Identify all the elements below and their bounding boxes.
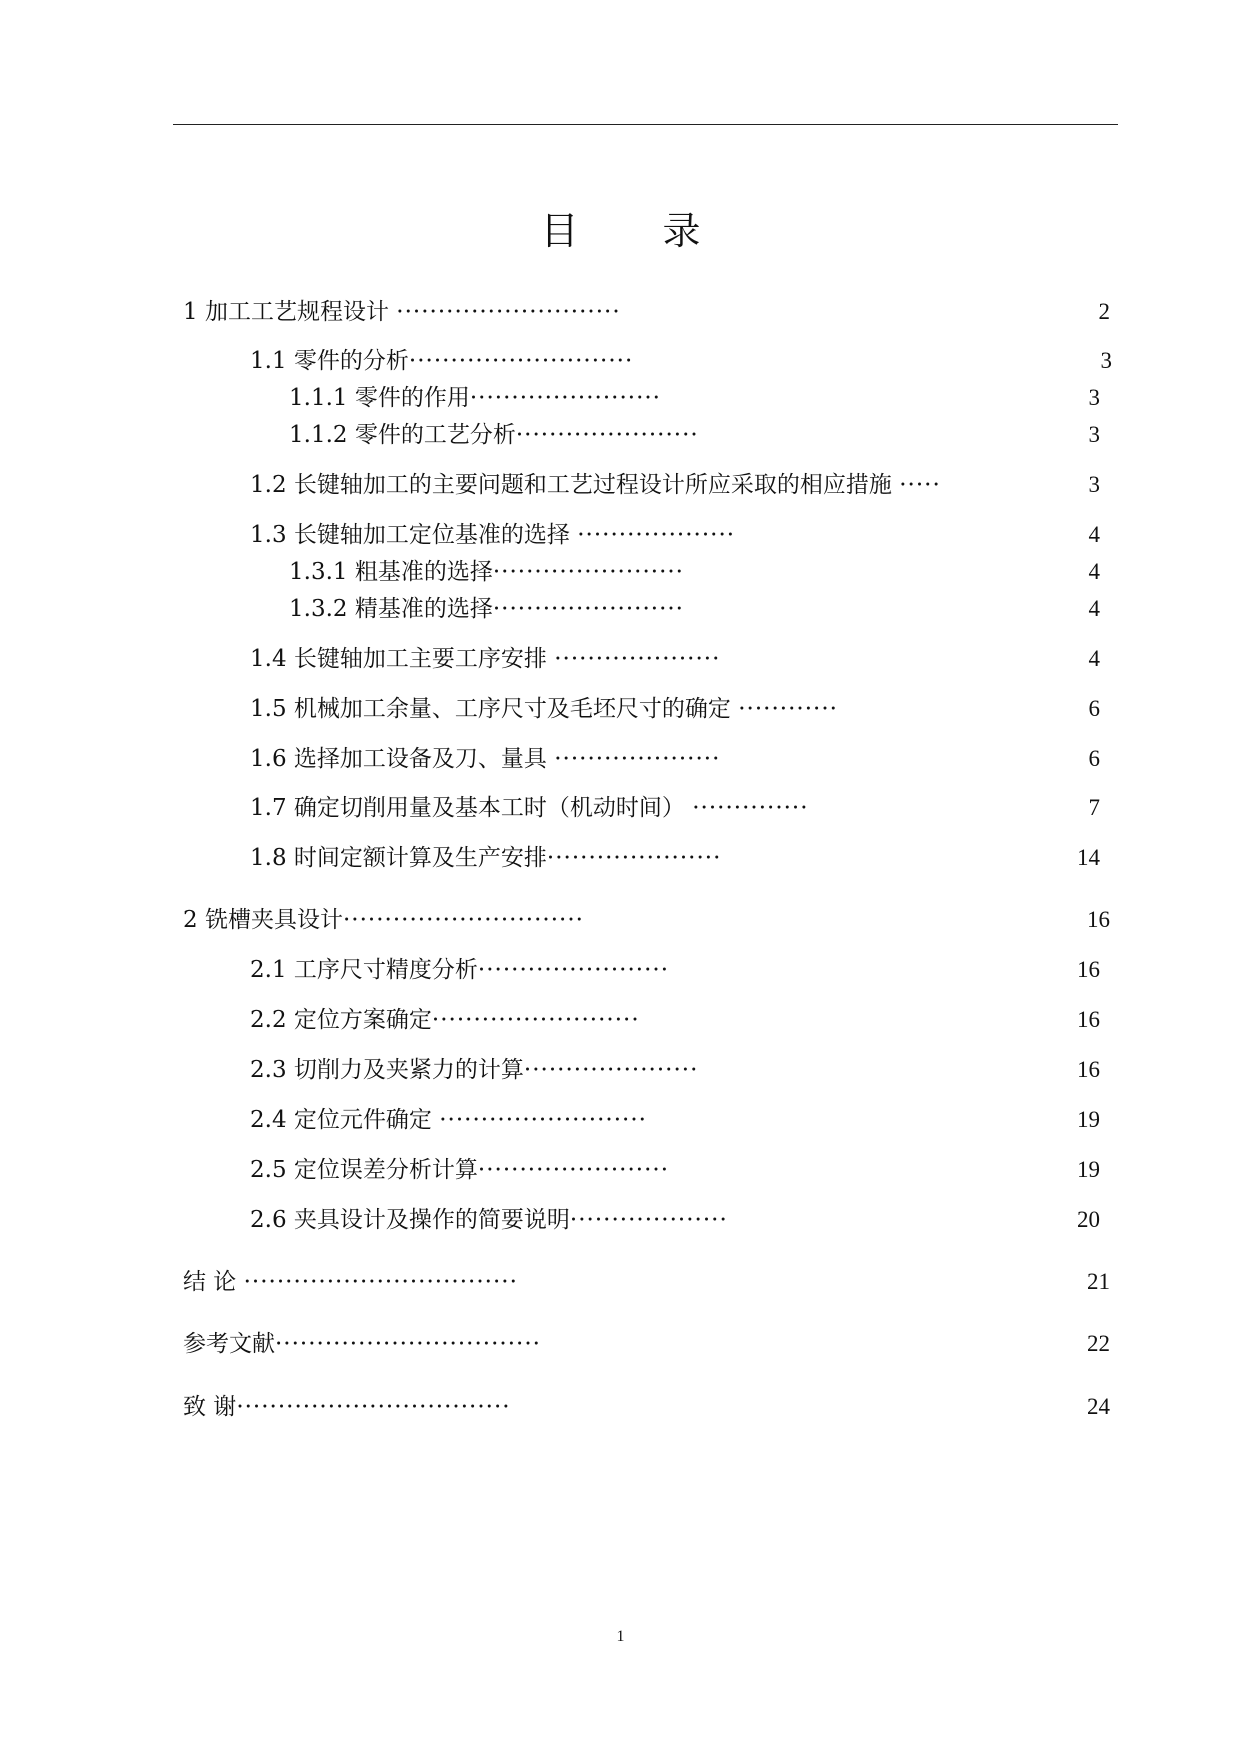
toc-entry-text: 1.3 长键轴加工定位基准的选择: [250, 522, 578, 548]
toc-entry[interactable]: [250, 744, 720, 774]
toc-page-number: 19: [1077, 1107, 1100, 1132]
toc-entry[interactable]: [289, 383, 661, 413]
toc-entry-text: 1.3.1 粗基准的选择: [289, 559, 493, 585]
toc-page-number: 6: [1088, 746, 1100, 771]
toc-page-number: 16: [1077, 957, 1100, 982]
toc-entry-text: 结 论: [183, 1269, 244, 1295]
toc-entry[interactable]: [183, 1329, 541, 1359]
toc-leader-dots: ·································: [243, 1269, 518, 1295]
toc-leader-dots: ··············: [692, 795, 809, 821]
toc-entry-text: 致 谢: [183, 1394, 237, 1420]
toc-leader-dots: ·······················: [492, 559, 684, 585]
toc-page-number: 3: [1088, 385, 1100, 410]
toc-page-number: 24: [1087, 1394, 1110, 1419]
toc-entry[interactable]: [250, 644, 720, 674]
toc-leader-dots: ····················: [554, 646, 721, 672]
toc-entry[interactable]: [250, 793, 809, 823]
toc-entry[interactable]: [250, 843, 721, 873]
toc-leader-dots: ·······················: [492, 596, 684, 622]
toc-entry[interactable]: [250, 1005, 640, 1035]
toc-leader-dots: ·························: [439, 1107, 647, 1133]
toc-page-number: 4: [1088, 522, 1100, 547]
toc-leader-dots: ···························: [396, 299, 621, 325]
toc-entry[interactable]: [250, 470, 941, 500]
toc-entry[interactable]: [183, 905, 584, 935]
toc-entry-text: 2 铣槽夹具设计: [183, 907, 343, 933]
toc-entry[interactable]: [289, 420, 699, 450]
toc-entry[interactable]: [250, 1155, 669, 1185]
toc-entry-text: 2.1 工序尺寸精度分析: [250, 957, 478, 983]
toc-leader-dots: ···························: [408, 348, 634, 374]
toc-entry-text: 1.3.2 精基准的选择: [289, 596, 493, 622]
toc-entry[interactable]: [250, 1105, 647, 1135]
page-number-footer: 1: [616, 1628, 625, 1645]
toc-page-number: 4: [1088, 596, 1100, 621]
toc-entry[interactable]: [250, 694, 838, 724]
toc-page-number: 2: [1098, 299, 1110, 324]
toc-entry[interactable]: [183, 297, 621, 327]
toc-entry-text: 1.4 长键轴加工主要工序安排: [250, 646, 555, 672]
toc-leader-dots: ···················: [577, 522, 736, 548]
toc-leader-dots: ·······················: [477, 1157, 670, 1183]
toc-page-number: 6: [1088, 696, 1100, 721]
toc-page-number: 3: [1100, 348, 1112, 373]
toc-page-number: 7: [1088, 795, 1100, 820]
toc-entry[interactable]: [250, 955, 669, 985]
toc-leader-dots: ······················: [515, 422, 699, 448]
toc-page-number: 16: [1087, 907, 1110, 932]
toc-entry-text: 1.8 时间定额计算及生产安排: [250, 845, 547, 871]
toc-entry-text: 2.4 定位元件确定: [250, 1107, 440, 1133]
toc-entry-text: 1.7 确定切削用量及基本工时（机动时间）: [250, 795, 693, 821]
toc-page-number: 14: [1077, 845, 1100, 870]
page-title: 目 录: [540, 209, 737, 253]
toc-page-number: 4: [1088, 646, 1100, 671]
toc-entry[interactable]: [250, 1205, 728, 1235]
toc-leader-dots: ···················: [569, 1207, 728, 1233]
toc-entry[interactable]: [250, 1055, 698, 1085]
toc-entry-text: 参考文献: [183, 1331, 275, 1357]
toc-page-number: 19: [1077, 1157, 1100, 1182]
toc-entry-text: 2.6 夹具设计及操作的简要说明: [250, 1207, 570, 1233]
toc-page-number: 4: [1088, 559, 1100, 584]
toc-entry-text: 1.6 选择加工设备及刀、量具: [250, 746, 555, 772]
toc-entry[interactable]: [183, 1392, 511, 1422]
toc-entry-text: 2.5 定位误差分析计算: [250, 1157, 478, 1183]
toc-entry-text: 2.2 定位方案确定: [250, 1007, 432, 1033]
toc-page-number: 16: [1077, 1007, 1100, 1032]
toc-leader-dots: ·······················: [469, 385, 661, 411]
toc-leader-dots: ·························: [431, 1007, 640, 1033]
toc-entry[interactable]: [289, 557, 684, 587]
toc-page-number: 16: [1077, 1057, 1100, 1082]
toc-leader-dots: ································: [275, 1331, 541, 1357]
toc-leader-dots: ·································: [236, 1394, 511, 1420]
toc-entry-text: 1.5 机械加工余量、工序尺寸及毛坯尺寸的确定: [250, 696, 739, 722]
toc-page-number: 3: [1088, 422, 1100, 447]
toc-page-number: 3: [1088, 472, 1100, 497]
toc-entry-text: 1.2 长键轴加工的主要问题和工艺过程设计所应采取的相应措施: [250, 472, 900, 498]
toc-page-number: 22: [1087, 1331, 1110, 1356]
toc-entry[interactable]: [289, 594, 684, 624]
toc-entry[interactable]: [183, 1267, 518, 1297]
header-rule: [173, 124, 1118, 125]
toc-entry-text: 1.1 零件的分析: [250, 348, 409, 374]
toc-entry[interactable]: [250, 346, 633, 376]
toc-entry-text: 1.1.1 零件的作用: [289, 385, 470, 411]
toc-leader-dots: ····················: [554, 746, 721, 772]
toc-leader-dots: ·····················: [523, 1057, 699, 1083]
toc-leader-dots: ············: [738, 696, 838, 722]
toc-entry-text: 1.1.2 零件的工艺分析: [289, 422, 516, 448]
toc-entry-text: 1 加工工艺规程设计: [183, 299, 397, 325]
toc-page-number: 21: [1087, 1269, 1110, 1294]
toc-entry-text: 2.3 切削力及夹紧力的计算: [250, 1057, 524, 1083]
toc-leader-dots: ·····················: [546, 845, 722, 871]
toc-entry[interactable]: [250, 520, 735, 550]
toc-page-number: 20: [1077, 1207, 1100, 1232]
toc-leader-dots: ·······················: [477, 957, 670, 983]
toc-leader-dots: ·····························: [342, 907, 584, 933]
toc-leader-dots: ·····: [899, 472, 941, 498]
